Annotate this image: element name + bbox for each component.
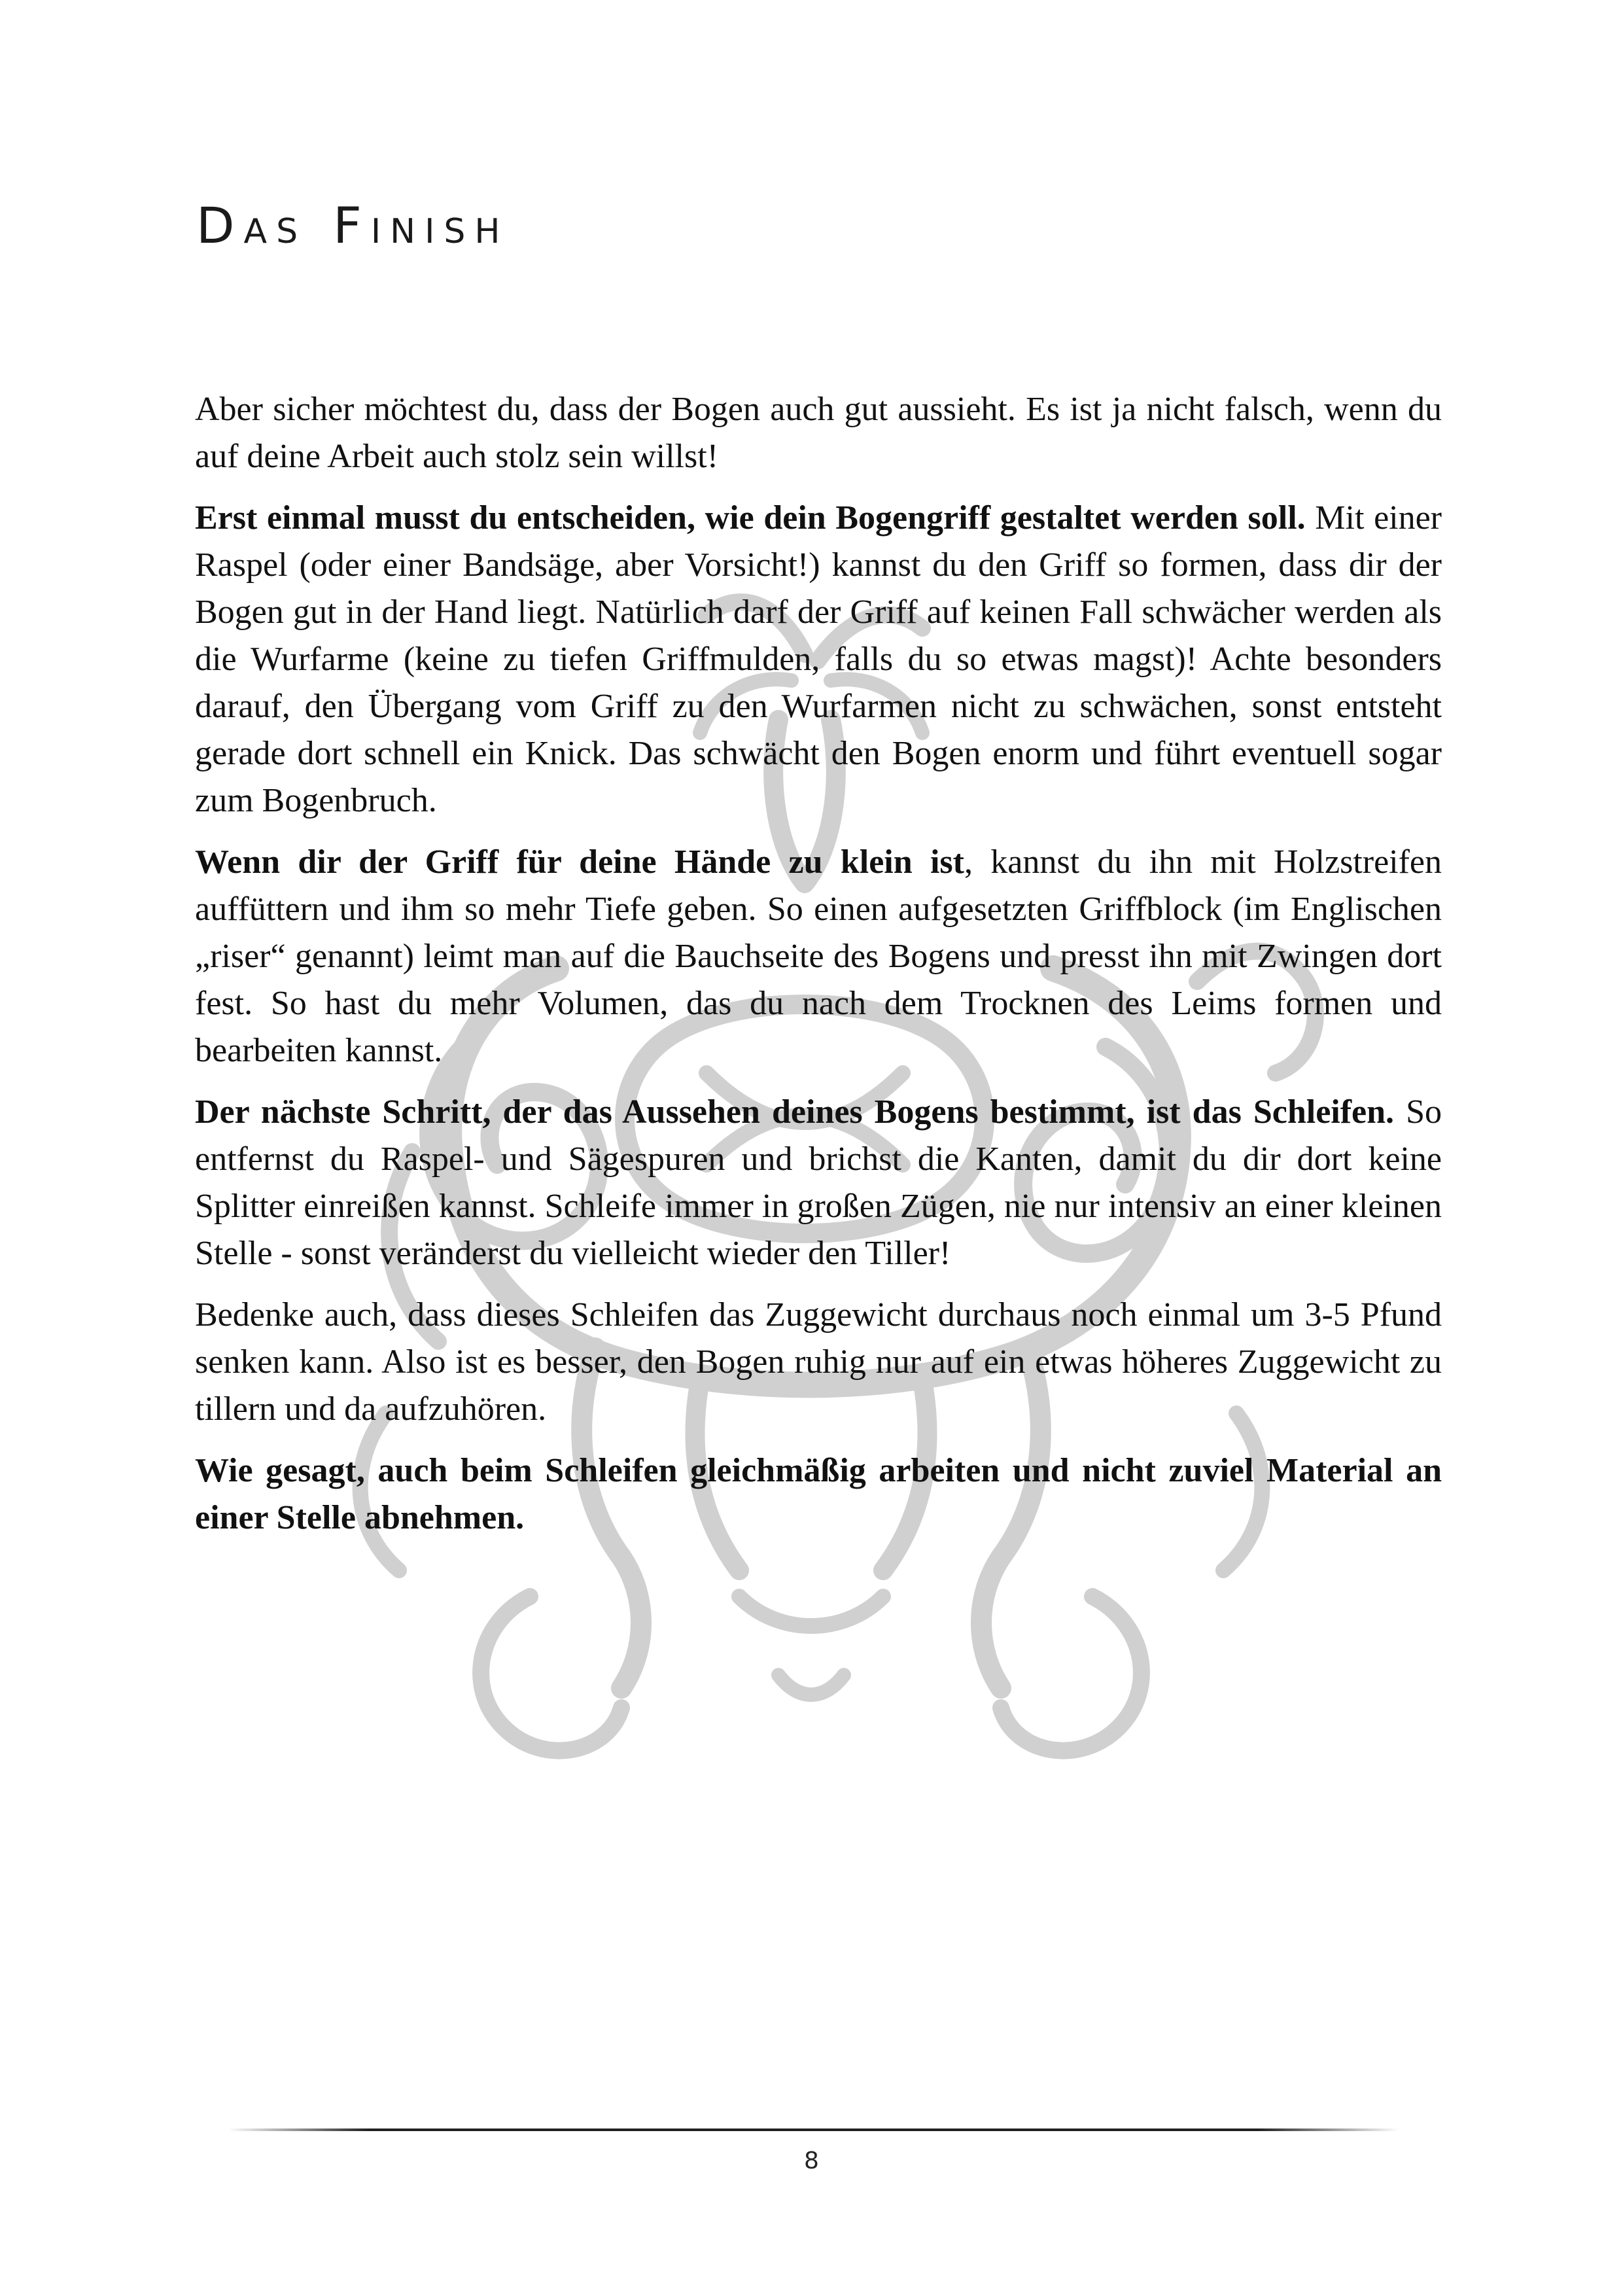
- paragraph-5-text: Bedenke auch, dass dieses Schleifen das Zuggewicht durchaus noch einmal um 3-5 Pfund senken kann. Also ist es besser, den Bogen ruhig nur auf ein etwas höheres Zuggewicht zu tillern und da aufzuhören.: [195, 1296, 1442, 1428]
- paragraph-2-text: Mit einer Raspel (oder einer Bandsäge, aber Vorsicht!) kannst du den Griff so formen, dass dir der Bogen gut in der Hand liegt. Natürlich darf der Griff auf keinen Fall schwächer werden als die Wurfarme (keine zu tiefen Griffmulden, falls du so etwas magst)! Achte besonders darauf, den Übergang vom Griff zu den Wurfarmen nicht zu schwächen, sonst entsteht gerade dort schnell ein Knick. Das schwächt den Bogen enorm und führt eventuell sogar zum Bogenbruch.: [195, 499, 1442, 819]
- body-text: [195, 386, 1442, 1556]
- title-rest-2: INISH: [370, 212, 510, 251]
- paragraph-5: [195, 1292, 1442, 1433]
- paragraph-1: [195, 386, 1442, 480]
- paragraph-1-text: Aber sicher möchtest du, dass der Bogen auch gut aussieht. Es ist ja nicht falsch, wenn du auf deine Arbeit auch stolz sein willst!: [195, 391, 1442, 475]
- page-title: [196, 196, 510, 255]
- paragraph-3-lead: Wenn dir der Griff für deine Hände zu klein ist: [195, 843, 964, 881]
- paragraph-6-text: Wie gesagt, auch beim Schleifen gleichmäßig arbeiten und nicht zuviel Material an einer Stelle abnehmen.: [195, 1452, 1442, 1536]
- paragraph-4: [195, 1089, 1442, 1277]
- title-initial-1: D: [196, 196, 244, 255]
- footer-divider: [228, 2128, 1399, 2131]
- paragraph-4-lead: Der nächste Schritt, der das Aussehen deines Bogens bestimmt, ist das Schleifen.: [195, 1093, 1395, 1131]
- paragraph-4-text: So entfernst du Raspel- und Sägespuren und brichst die Kanten, damit du dir dort keine Splitter einreißen kannst. Schleife immer in großen Zügen, nie nur intensiv an einer kleinen Stelle - sonst veränderst du vielleicht wieder den Tiller!: [195, 1093, 1442, 1272]
- title-rest-1: AS: [243, 212, 307, 251]
- paragraph-3-text: , kannst du ihn mit Holzstreifen auffüttern und ihm so mehr Tiefe geben. So einen aufgesetzten Griffblock (im Englischen „riser“ genannt) leimt man auf die Bauchseite des Bogens und presst ihn mit Zwingen dort fest. So hast du mehr Volumen, das du nach dem Trocknen des Leims formen und bearbeiten kannst.: [195, 843, 1442, 1069]
- paragraph-2-lead: Erst einmal musst du entscheiden, wie dein Bogengriff gestaltet werden soll.: [195, 499, 1306, 537]
- title-initial-2: F: [333, 196, 371, 255]
- paragraph-6: [195, 1447, 1442, 1542]
- paragraph-2: [195, 495, 1442, 824]
- page-number: 8: [804, 2147, 819, 2174]
- paragraph-3: [195, 839, 1442, 1074]
